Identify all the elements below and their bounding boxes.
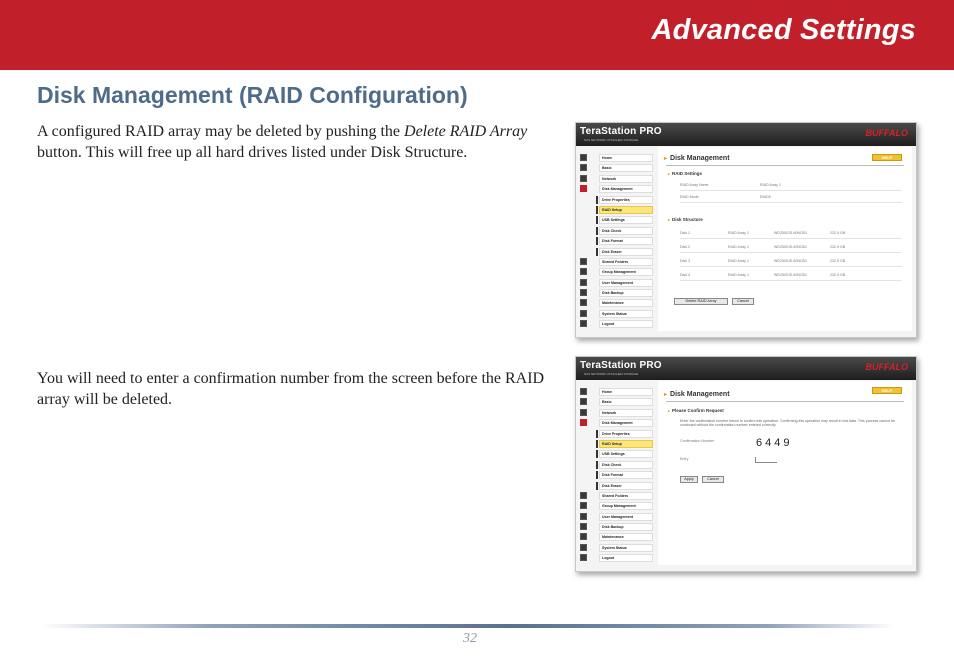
sidebar-item-label: Disk Check: [599, 227, 653, 235]
entry-row: [680, 455, 902, 465]
sub-item-marker: [596, 430, 598, 438]
cancel-button[interactable]: Cancel: [702, 476, 724, 483]
sidebar-item[interactable]: [580, 257, 652, 267]
sub-item-marker: [596, 216, 598, 224]
sidebar-item-label: Drive Properties: [599, 196, 653, 204]
paragraph-delete-raid: [37, 121, 557, 163]
sidebar-item-label: System Status: [599, 544, 653, 552]
sub-item-marker: [596, 248, 598, 256]
confirm-instructions: Enter the confirmation number below to confirm this operation. Confirming this operation may result in lost data. This process cannot be continued without the confirmation number entered correctly.: [680, 419, 896, 428]
nav-icon: [580, 523, 587, 530]
sidebar-item[interactable]: [580, 481, 652, 491]
sidebar-item[interactable]: [580, 163, 652, 173]
sidebar-item-label: User Management: [599, 279, 653, 287]
sidebar-item[interactable]: [580, 215, 652, 225]
buffalo-logo: BUFFALO: [865, 128, 908, 138]
sidebar-item-label: Logout: [599, 554, 653, 562]
main-title: ▸ Disk Management: [664, 155, 730, 162]
sidebar-item[interactable]: [580, 522, 652, 532]
cancel-button[interactable]: Cancel: [732, 298, 754, 305]
app-tagline: NAS NETWORK ATTACHED STORAGE: [584, 138, 639, 142]
sidebar-item[interactable]: [580, 319, 652, 329]
sidebar-item[interactable]: [580, 278, 652, 288]
sidebar-item-label: Disk Management: [599, 419, 653, 427]
sidebar-item[interactable]: [580, 553, 652, 563]
sidebar-item-label: Maintenance: [599, 533, 653, 541]
sidebar-item[interactable]: [580, 408, 652, 418]
sidebar-item-label: Group Management: [599, 268, 653, 276]
sidebar-item[interactable]: [580, 153, 652, 163]
sidebar-item[interactable]: [580, 449, 652, 459]
nav-icon: [580, 502, 587, 509]
nav-icon: [580, 299, 587, 306]
sidebar-item[interactable]: [580, 387, 652, 397]
disk-size: 232.9 GB: [830, 231, 846, 235]
nav-icon: [580, 320, 587, 327]
disk-row: [680, 229, 902, 239]
sidebar-item[interactable]: [580, 174, 652, 184]
screenshot-disk-management: [575, 122, 917, 338]
disk-array: RAID Array 1: [728, 273, 749, 277]
nav-icon: [580, 419, 587, 426]
raid-row-label: RAID Array Name: [680, 183, 709, 187]
app-topbar: [576, 123, 916, 146]
confirmation-number: 6449: [756, 437, 793, 449]
nav-icon: [580, 492, 587, 499]
raid-row: [680, 193, 902, 203]
app-main: [658, 147, 912, 331]
nav-icon: [580, 409, 587, 416]
nav-icon: [580, 185, 587, 192]
sidebar-item[interactable]: [580, 543, 652, 553]
disk-model: WD2500JS-60NCB1: [774, 231, 807, 235]
nav-icon: [580, 513, 587, 520]
sidebar-item[interactable]: [580, 205, 652, 215]
confirmation-label: Confirmation Number: [680, 439, 715, 443]
sidebar-item[interactable]: [580, 460, 652, 470]
section-title: Disk Management (RAID Configuration): [37, 82, 468, 108]
sidebar-item-label: Disk Management: [599, 185, 653, 193]
disk-row: [680, 257, 902, 267]
disk-array: RAID Array 1: [728, 231, 749, 235]
nav-icon: [580, 268, 587, 275]
app-tagline: NAS NETWORK ATTACHED STORAGE: [584, 372, 639, 376]
sidebar-item-label: Network: [599, 409, 653, 417]
nav-icon: [580, 310, 587, 317]
disk-size: 232.9 GB: [830, 245, 846, 249]
sidebar-item-label: Disk Format: [599, 471, 653, 479]
app-sidebar: [580, 387, 652, 564]
divider: [666, 165, 904, 166]
nav-icon: [580, 175, 587, 182]
sub-item-marker: [596, 461, 598, 469]
sidebar-item-label: Disk Eraser: [599, 482, 653, 490]
app-topbar: [576, 357, 916, 380]
disk-model: WD2500JS-60NCB1: [774, 245, 807, 249]
divider: [666, 401, 904, 402]
sidebar-item[interactable]: [580, 195, 652, 205]
sidebar-item[interactable]: [580, 418, 652, 428]
paragraph-text: A configured RAID array may be deleted by pushing the: [37, 123, 405, 140]
sidebar-item-label: Disk Check: [599, 461, 653, 469]
sidebar-item[interactable]: [580, 288, 652, 298]
page-header-title: Advanced Settings: [651, 14, 916, 46]
sub-item-marker: [596, 237, 598, 245]
sidebar-item[interactable]: [580, 267, 652, 277]
disk-size: 232.9 GB: [830, 259, 846, 263]
disk-structure-heading: ▸ Disk Structure: [668, 217, 703, 222]
nav-icon: [580, 279, 587, 286]
sidebar-item-label: Basic: [599, 398, 653, 406]
sidebar-item[interactable]: [580, 184, 652, 194]
raid-row-label: RAID Mode: [680, 195, 699, 199]
disk-name: Disk 2: [680, 245, 690, 249]
raid-row-value: RAID5: [760, 195, 771, 199]
sidebar-item-label: Shared Folders: [599, 492, 653, 500]
sub-item-marker: [596, 450, 598, 458]
nav-icon: [580, 398, 587, 405]
sub-item-marker: [596, 440, 598, 448]
paragraph-confirmation: You will need to enter a confirmation number from the screen before the RAID array will be deleted.: [37, 370, 545, 408]
sub-item-marker: [596, 482, 598, 490]
app-sidebar: [580, 153, 652, 330]
page-number: 32: [463, 631, 477, 646]
disk-name: Disk 1: [680, 231, 690, 235]
app-main: [658, 381, 912, 565]
sidebar-item-label: Logout: [599, 320, 653, 328]
sidebar-item[interactable]: [580, 532, 652, 542]
sidebar-item[interactable]: [580, 236, 652, 246]
footer-divider: [40, 624, 895, 628]
sidebar-item[interactable]: [580, 309, 652, 319]
sidebar-item[interactable]: [580, 247, 652, 257]
entry-label: Entry: [680, 457, 689, 461]
sidebar-item-label: User Management: [599, 513, 653, 521]
sidebar-item-label: Drive Properties: [599, 430, 653, 438]
nav-icon: [580, 289, 587, 296]
sidebar-item-label: Home: [599, 388, 653, 396]
sub-item-marker: [596, 206, 598, 214]
disk-array: RAID Array 1: [728, 259, 749, 263]
sidebar-item-label: Maintenance: [599, 299, 653, 307]
sub-item-marker: [596, 196, 598, 204]
sidebar-item[interactable]: [580, 298, 652, 308]
app-brand: TeraStation PRO: [580, 360, 662, 371]
sidebar-item-label: RAID Setup: [599, 440, 653, 448]
nav-icon: [580, 533, 587, 540]
buffalo-logo: BUFFALO: [865, 362, 908, 372]
app-brand: TeraStation PRO: [580, 126, 662, 137]
sidebar-item-label: System Status: [599, 310, 653, 318]
paragraph-text: button. This will free up all hard drives listed under Disk Structure.: [37, 144, 468, 161]
sidebar-item-label: Network: [599, 175, 653, 183]
sidebar-item[interactable]: [580, 429, 652, 439]
sidebar-item[interactable]: [580, 491, 652, 501]
help-button[interactable]: HELP: [872, 387, 902, 394]
sidebar-item-label: RAID Setup: [599, 206, 653, 214]
nav-icon: [580, 544, 587, 551]
disk-model: WD2500JS-60NCB1: [774, 259, 807, 263]
sidebar-item[interactable]: [580, 226, 652, 236]
screenshot-confirm-request: [575, 356, 917, 572]
sidebar-item-label: Disk Backup: [599, 523, 653, 531]
nav-icon: [580, 258, 587, 265]
disk-model: WD2500JS-60NCB1: [774, 273, 807, 277]
apply-button[interactable]: Apply: [680, 476, 698, 483]
entry-input[interactable]: [755, 457, 777, 463]
raid-settings-heading: ▸ RAID Settings: [668, 171, 702, 176]
nav-icon: [580, 154, 587, 161]
disk-size: 232.9 GB: [830, 273, 846, 277]
sidebar-item-label: USB Settings: [599, 450, 653, 458]
sidebar-item[interactable]: [580, 501, 652, 511]
raid-row-value: RAID Array 1: [760, 183, 781, 187]
disk-name: Disk 4: [680, 273, 690, 277]
disk-array: RAID Array 1: [728, 245, 749, 249]
delete-raid-array-button[interactable]: Delete RAID Array: [674, 298, 728, 305]
sidebar-item[interactable]: [580, 512, 652, 522]
disk-name: Disk 3: [680, 259, 690, 263]
confirm-heading: ▸ Please Confirm Request: [668, 408, 724, 413]
sidebar-item-label: Disk Backup: [599, 289, 653, 297]
sidebar-item-label: Shared Folders: [599, 258, 653, 266]
sidebar-item-label: Group Management: [599, 502, 653, 510]
disk-row: [680, 243, 902, 253]
sidebar-item[interactable]: [580, 470, 652, 480]
sidebar-item-label: Home: [599, 154, 653, 162]
main-title: ▸ Disk Management: [664, 391, 730, 398]
sub-item-marker: [596, 227, 598, 235]
sidebar-item[interactable]: [580, 439, 652, 449]
paragraph-emphasis: Delete RAID Array: [404, 123, 528, 140]
sub-item-marker: [596, 471, 598, 479]
nav-icon: [580, 554, 587, 561]
sidebar-item-label: Disk Format: [599, 237, 653, 245]
sidebar-item-label: Basic: [599, 164, 653, 172]
sidebar-item-label: Disk Eraser: [599, 248, 653, 256]
disk-row: [680, 271, 902, 281]
raid-row: [680, 181, 902, 191]
nav-icon: [580, 388, 587, 395]
nav-icon: [580, 164, 587, 171]
sidebar-item-label: USB Settings: [599, 216, 653, 224]
help-button[interactable]: HELP: [872, 154, 902, 161]
sidebar-item[interactable]: [580, 397, 652, 407]
